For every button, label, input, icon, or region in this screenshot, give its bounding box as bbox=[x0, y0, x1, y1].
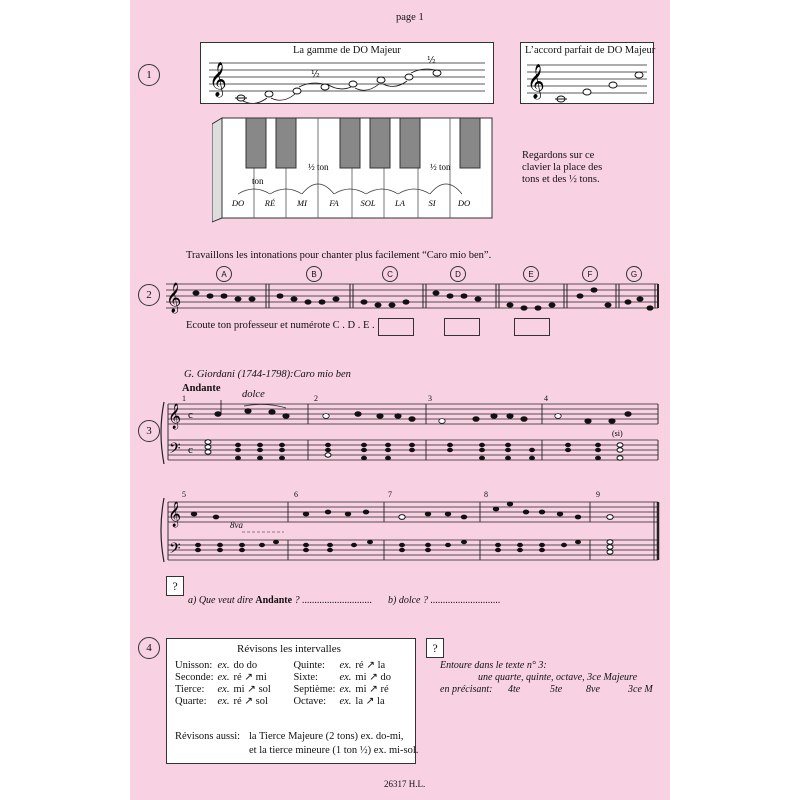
measure-8: 8 bbox=[484, 490, 488, 499]
ton-label: ton bbox=[252, 176, 264, 186]
answer-box-c[interactable] bbox=[378, 318, 414, 336]
marker-a: A bbox=[216, 266, 232, 282]
interval-row: Tierce: ex. mi ↗ sol Septième: ex. mi ↗ ré bbox=[175, 683, 389, 695]
marker-b: B bbox=[306, 266, 322, 282]
answer-box-d[interactable] bbox=[444, 318, 480, 336]
measure-5: 5 bbox=[182, 490, 186, 499]
measure-1: 1 bbox=[182, 394, 186, 403]
keyboard-note: Regardons sur ce clavier la place des tons et des ½ tons. bbox=[522, 150, 603, 185]
dolce-marking: dolce bbox=[242, 389, 265, 400]
question-a: a) Que veut dire Andante ? ............................ bbox=[188, 595, 373, 606]
measure-4: 4 bbox=[544, 394, 548, 403]
svg-text:𝄞: 𝄞 bbox=[168, 404, 182, 429]
key-do: DO bbox=[231, 198, 245, 208]
side-prefix: en précisant: bbox=[440, 684, 493, 695]
svg-text:c: c bbox=[188, 409, 193, 421]
section-2-intro: Travaillons les intonations pour chanter plus facilement “Caro mio ben”. bbox=[186, 250, 492, 261]
svg-text:𝄞: 𝄞 bbox=[168, 502, 182, 527]
revisions-line-1: la Tierce Majeure (2 tons) ex. do-mi, bbox=[249, 731, 404, 742]
half-tone-mark-2: ½ bbox=[427, 56, 436, 66]
treble-clef-icon: 𝄞 bbox=[209, 62, 227, 97]
interval-row: Seconde: ex. ré ↗ mi Sixte: ex. mi ↗ do bbox=[175, 671, 392, 683]
key-do-high: DO bbox=[457, 198, 471, 208]
chord-staff bbox=[521, 43, 656, 103]
key-si: SI bbox=[428, 198, 436, 208]
si-mark: (si) bbox=[612, 429, 623, 438]
key-mi: MI bbox=[297, 198, 307, 208]
revisions-line-2: et la tierce mineure (1 ton ½) ex. mi-sol. bbox=[249, 745, 419, 756]
marker-e: E bbox=[523, 266, 539, 282]
half-ton-label-2: ½ ton bbox=[430, 162, 451, 172]
section-4-number: 4 bbox=[138, 637, 160, 659]
measure-2: 2 bbox=[314, 394, 318, 403]
interval-row: Unisson: ex. do do Quinte: ex. ré ↗ la bbox=[175, 659, 386, 671]
intonation-staff bbox=[166, 280, 662, 314]
key-la: LA bbox=[395, 198, 405, 208]
composer-credit: G. Giordani (1744-1798):Caro mio ben bbox=[184, 369, 351, 380]
key-sol: SOL bbox=[360, 198, 376, 208]
marker-g: G bbox=[626, 266, 642, 282]
intervals-title: Révisons les intervalles bbox=[237, 643, 341, 655]
side-answer-tierce: 3ce M bbox=[628, 684, 653, 695]
half-ton-label-1: ½ ton bbox=[308, 162, 329, 172]
measure-9: 9 bbox=[596, 490, 600, 499]
revisions-label: Révisons aussi: bbox=[175, 731, 241, 742]
marker-f: F bbox=[582, 266, 598, 282]
interval-row: Quarte: ex. ré ↗ sol Octave: ex. la ↗ la bbox=[175, 695, 385, 707]
side-answer-quinte: 5te bbox=[550, 684, 563, 695]
intervals-box bbox=[166, 638, 419, 764]
section-2-number: 2 bbox=[138, 284, 160, 306]
measure-7: 7 bbox=[388, 490, 392, 499]
measure-6: 6 bbox=[294, 490, 298, 499]
marker-d: D bbox=[450, 266, 466, 282]
page-label: page 1 bbox=[396, 12, 424, 23]
side-instruction: Entoure dans le texte n° 3: bbox=[440, 660, 547, 671]
scale-box bbox=[200, 42, 494, 104]
answer-box-e[interactable] bbox=[514, 318, 550, 336]
piano-keyboard bbox=[212, 114, 502, 224]
ottava-mark: 8va bbox=[230, 520, 243, 530]
numbering-prompt: Ecoute ton professeur et numérote C . D . E . bbox=[186, 320, 375, 331]
key-fa: FA bbox=[329, 198, 339, 208]
marker-c: C bbox=[382, 266, 398, 282]
side-answer-octave: 8ve bbox=[586, 684, 600, 695]
half-tone-mark-1: ½ bbox=[311, 70, 320, 80]
tempo-marking: Andante bbox=[182, 383, 221, 394]
score-system-2 bbox=[158, 496, 662, 566]
svg-text:𝄢: 𝄢 bbox=[169, 540, 181, 561]
measure-3: 3 bbox=[428, 394, 432, 403]
question-icon: ? bbox=[426, 638, 444, 658]
scale-staff bbox=[201, 43, 493, 103]
key-re: RÉ bbox=[264, 198, 276, 208]
chord-title: L’accord parfait de DO Majeur bbox=[525, 45, 656, 56]
question-icon: ? bbox=[166, 576, 184, 596]
svg-text:𝄞: 𝄞 bbox=[166, 283, 182, 313]
svg-text:𝄢: 𝄢 bbox=[169, 440, 181, 461]
chord-box bbox=[520, 42, 654, 104]
svg-text:c: c bbox=[188, 444, 193, 456]
section-3-number: 3 bbox=[138, 420, 160, 442]
intervals-table bbox=[173, 659, 393, 707]
side-list: une quarte, quinte, octave, 3ce Majeure bbox=[478, 672, 638, 683]
footer-code: 26317 H.L. bbox=[384, 779, 426, 789]
svg-text:𝄞: 𝄞 bbox=[527, 64, 545, 99]
question-b: b) dolce ? ............................ bbox=[388, 595, 501, 606]
score-system-1 bbox=[158, 400, 662, 466]
scale-title: La gamme de DO Majeur bbox=[293, 45, 401, 56]
section-1-number: 1 bbox=[138, 64, 160, 86]
sheet-page bbox=[130, 0, 670, 800]
side-answer-quarte: 4te bbox=[508, 684, 521, 695]
